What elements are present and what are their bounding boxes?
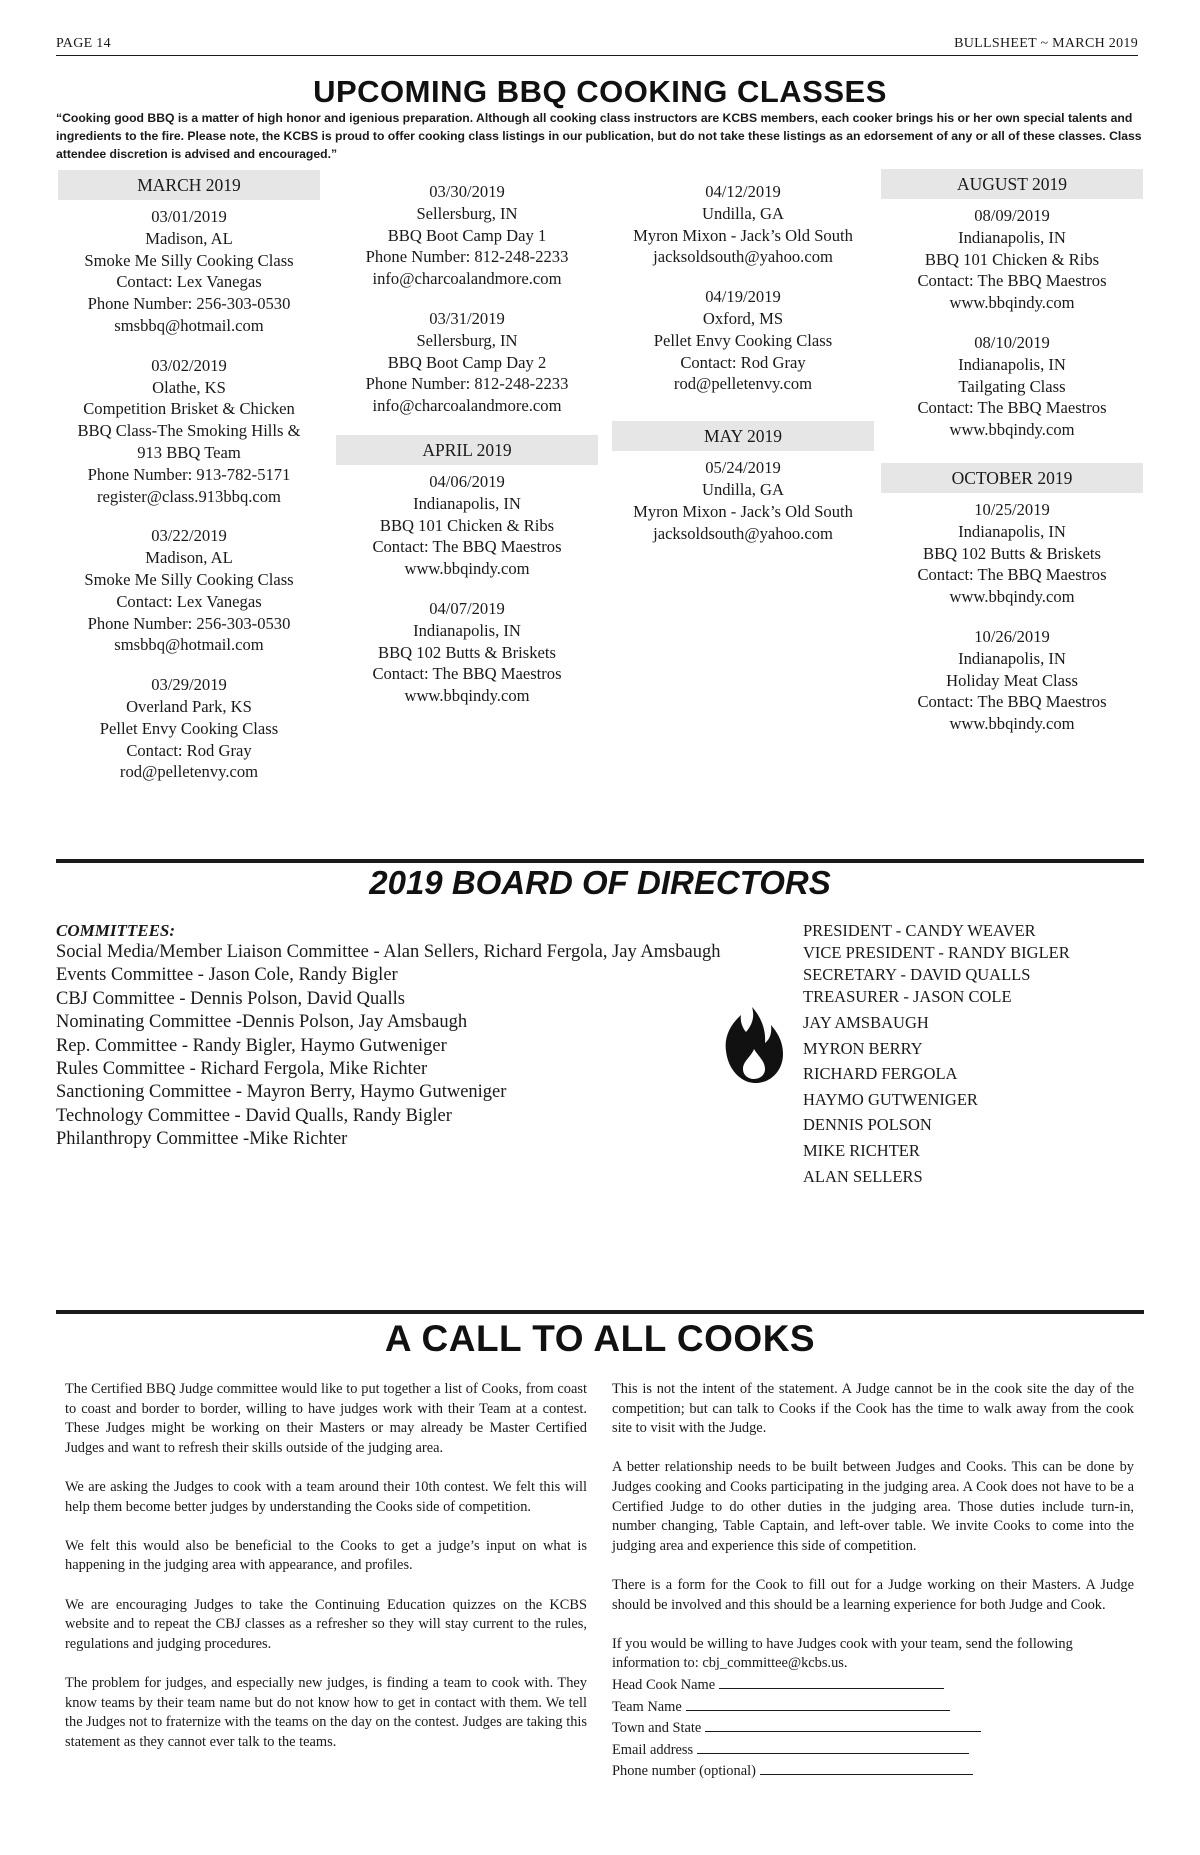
list-item: CBJ Committee - Dennis Polson, David Qualls bbox=[56, 988, 405, 1009]
class-detail: Phone Number: 256-303-0530 bbox=[87, 613, 291, 633]
class-entry bbox=[336, 308, 598, 417]
class-date: 10/25/2019 bbox=[974, 499, 1050, 519]
form-field-blank[interactable] bbox=[719, 1674, 944, 1689]
class-date: 03/30/2019 bbox=[429, 182, 505, 201]
class-list bbox=[58, 206, 320, 783]
class-list bbox=[336, 181, 598, 417]
class-detail: Phone Number: 812-248-2233 bbox=[365, 247, 569, 267]
class-detail: BBQ Class-The Smoking Hills & bbox=[77, 421, 301, 441]
class-date: 03/02/2019 bbox=[151, 355, 227, 375]
list-item: Philanthropy Committee -Mike Richter bbox=[56, 1129, 348, 1150]
board-members-list bbox=[803, 1010, 1070, 1189]
list-item: DENNIS POLSON bbox=[803, 1115, 932, 1135]
class-date: 05/24/2019 bbox=[705, 458, 781, 478]
form-field-label: Team Name bbox=[612, 1698, 682, 1715]
form-field-blank[interactable] bbox=[686, 1696, 950, 1711]
class-detail: Indianapolis, IN bbox=[958, 354, 1066, 374]
class-detail: Phone Number: 812-248-2233 bbox=[365, 374, 569, 394]
class-detail: BBQ 101 Chicken & Ribs bbox=[924, 249, 1100, 269]
month-heading-may: MAY 2019 bbox=[612, 421, 874, 451]
class-entry bbox=[58, 206, 320, 337]
class-detail: BBQ 101 Chicken & Ribs bbox=[379, 515, 555, 535]
class-detail: Pellet Envy Cooking Class bbox=[653, 330, 833, 350]
list-item: Social Media/Member Liaison Committee - Alan Sellers, Richard Fergola, Jay Amsbaugh bbox=[56, 942, 721, 962]
form-field-blank[interactable] bbox=[705, 1717, 981, 1732]
list-item: Rules Committee - Richard Fergola, Mike Richter bbox=[56, 1059, 428, 1080]
class-detail: BBQ Boot Camp Day 2 bbox=[387, 352, 547, 372]
class-detail: Tailgating Class bbox=[958, 376, 1066, 396]
class-detail: Sellersburg, IN bbox=[416, 203, 518, 223]
class-detail: Contact: The BBQ Maestros bbox=[917, 398, 1107, 418]
list-item: Sanctioning Committee - Mayron Berry, Haymo Gutweniger bbox=[56, 1082, 507, 1103]
class-detail: www.bbqindy.com bbox=[949, 420, 1075, 440]
class-date: 03/22/2019 bbox=[151, 526, 227, 546]
cooks-title: A CALL TO ALL COOKS bbox=[384, 1318, 816, 1359]
class-detail: Phone Number: 913-782-5171 bbox=[87, 464, 291, 484]
list-item: MIKE RICHTER bbox=[803, 1140, 920, 1160]
class-entry bbox=[58, 355, 320, 508]
class-entry bbox=[612, 286, 874, 395]
class-detail: Madison, AL bbox=[145, 228, 233, 248]
class-detail: Undilla, GA bbox=[701, 479, 785, 499]
class-detail: Contact: Lex Vanegas bbox=[116, 591, 262, 611]
class-detail: BBQ 102 Butts & Briskets bbox=[923, 543, 1101, 563]
class-detail: info@charcoalandmore.com bbox=[372, 396, 562, 416]
form-field-row bbox=[612, 1760, 1134, 1782]
send-info-line-1: If you would be willing to have Judges cook with your team, send the following bbox=[612, 1635, 1073, 1652]
class-detail: Competition Brisket & Chicken bbox=[83, 399, 295, 419]
class-date: 08/09/2019 bbox=[974, 206, 1050, 225]
list-item: Events Committee - Jason Cole, Randy Bigler bbox=[56, 965, 398, 986]
class-entry bbox=[881, 499, 1143, 608]
class-entry bbox=[612, 457, 874, 544]
class-detail: Olathe, KS bbox=[152, 377, 226, 397]
class-detail: BBQ Boot Camp Day 1 bbox=[387, 225, 547, 245]
class-detail: smsbbq@hotmail.com bbox=[114, 315, 264, 335]
class-detail: jacksoldsouth@yahoo.com bbox=[653, 523, 833, 543]
class-detail: www.bbqindy.com bbox=[949, 293, 1075, 313]
contact-form bbox=[612, 1674, 1134, 1782]
directors-list bbox=[803, 920, 1070, 1189]
class-date: 03/31/2019 bbox=[429, 308, 505, 328]
class-detail: Myron Mixon - Jack’s Old South bbox=[633, 225, 853, 245]
class-detail: Pellet Envy Cooking Class bbox=[99, 718, 279, 738]
class-detail: Sellersburg, IN bbox=[416, 330, 518, 350]
class-detail: Phone Number: 256-303-0530 bbox=[87, 294, 291, 314]
board-top-rule bbox=[56, 859, 1144, 863]
class-detail: Undilla, GA bbox=[701, 203, 785, 223]
class-detail: Contact: Rod Gray bbox=[680, 352, 806, 372]
class-list bbox=[612, 457, 874, 544]
class-date: 04/12/2019 bbox=[705, 182, 781, 201]
cooks-right-column bbox=[612, 1380, 1134, 1782]
class-list bbox=[612, 181, 874, 395]
list-item: ALAN SELLERS bbox=[803, 1166, 923, 1186]
class-detail: www.bbqindy.com bbox=[949, 587, 1075, 607]
class-detail: Contact: The BBQ Maestros bbox=[372, 537, 562, 557]
class-detail: rod@pelletenvy.com bbox=[673, 374, 813, 394]
committees-list bbox=[56, 941, 721, 1152]
officers-list bbox=[803, 920, 1070, 1008]
class-date: 03/01/2019 bbox=[151, 207, 227, 226]
cooks-left-column bbox=[65, 1380, 587, 1772]
classes-column-2 bbox=[336, 181, 598, 725]
paragraph: The Certified BBQ Judge committee would like to put together a list of Cooks, from coast to coast and border to border, willing to have judges work with their Team at a contest. These Judges might be working on their Masters or may already be Master Certified Judges and want to refresh their skills outside of the judging area. bbox=[65, 1381, 587, 1456]
classes-column-4 bbox=[881, 169, 1143, 753]
class-detail: BBQ 102 Butts & Briskets bbox=[378, 642, 556, 662]
paragraph: There is a form for the Cook to fill out for a Judge working on their Masters. A Judge should be involved and this should be a learning experience for both Judge and Cook. bbox=[612, 1576, 1134, 1613]
class-detail: Indianapolis, IN bbox=[413, 493, 521, 513]
cooks-right-paragraphs bbox=[612, 1380, 1134, 1615]
class-list bbox=[881, 205, 1143, 441]
class-detail: Indianapolis, IN bbox=[413, 620, 521, 640]
class-date: 03/29/2019 bbox=[151, 675, 227, 695]
list-item: SECRETARY - DAVID QUALLS bbox=[803, 965, 1031, 984]
list-item: VICE PRESIDENT - RANDY BIGLER bbox=[803, 943, 1070, 962]
class-entry bbox=[58, 525, 320, 656]
paragraph: We felt this would also be beneficial to the Cooks to get a judge’s input on what is happening in the judging area with appearance, and profiles. bbox=[65, 1537, 587, 1574]
class-detail: Contact: Rod Gray bbox=[126, 740, 252, 760]
list-item: HAYMO GUTWENIGER bbox=[803, 1089, 978, 1109]
class-date: 04/07/2019 bbox=[429, 598, 505, 618]
form-field-blank[interactable] bbox=[760, 1760, 973, 1775]
cooks-top-rule bbox=[56, 1310, 1144, 1314]
class-detail: www.bbqindy.com bbox=[404, 559, 530, 579]
class-detail: Indianapolis, IN bbox=[958, 648, 1066, 668]
cooking-classes-intro: “Cooking good BBQ is a matter of high honor and igenious preparation. Although all cooking class instructors are KCBS members, each cooker brings his or her own special talents and ingredients to the fire. Please note, the KCBS is proud to offer cooking class listings in our publication, but do not take these listings as an edorsement of any or all of these classes. Class attendee discretion is advised and encouraged.” bbox=[56, 111, 1142, 161]
list-item: MYRON BERRY bbox=[803, 1038, 923, 1058]
month-heading-march: MARCH 2019 bbox=[58, 170, 320, 200]
form-field-label: Town and State bbox=[612, 1720, 702, 1737]
class-detail: www.bbqindy.com bbox=[949, 714, 1075, 734]
form-field-row bbox=[612, 1674, 1134, 1696]
class-detail: Myron Mixon - Jack’s Old South bbox=[633, 501, 853, 521]
class-detail: rod@pelletenvy.com bbox=[119, 762, 259, 782]
cooking-classes-title: UPCOMING BBQ COOKING CLASSES bbox=[313, 74, 887, 109]
paragraph: We are asking the Judges to cook with a team around their 10th contest. We felt this will help them become better judges by understanding the Cooks side of competition. bbox=[65, 1478, 587, 1515]
issue-label: BULLSHEET ~ MARCH 2019 bbox=[954, 36, 1138, 51]
flame-icon bbox=[722, 1005, 786, 1085]
class-detail: www.bbqindy.com bbox=[404, 686, 530, 706]
form-field-label: Email address bbox=[612, 1741, 694, 1758]
form-field-label: Phone number (optional) bbox=[612, 1763, 756, 1780]
form-field-blank[interactable] bbox=[697, 1739, 969, 1754]
month-heading-april: APRIL 2019 bbox=[336, 435, 598, 465]
class-detail: register@class.913bbq.com bbox=[97, 486, 281, 506]
class-detail: Indianapolis, IN bbox=[958, 521, 1066, 541]
class-entry bbox=[336, 471, 598, 580]
paragraph: The problem for judges, and especially new judges, is finding a team to cook with. They know teams by their team name but do not know how to get in contact with them. We tell the Judges not to fraternize with the teams on the day on the contest. Judges are taking this statement as they cannot ever talk to the teams. bbox=[65, 1674, 587, 1750]
class-detail: Contact: The BBQ Maestros bbox=[917, 565, 1107, 585]
class-detail: Contact: The BBQ Maestros bbox=[917, 692, 1107, 712]
class-entry bbox=[336, 181, 598, 290]
list-item: Rep. Committee - Randy Bigler, Haymo Gutweniger bbox=[56, 1035, 447, 1056]
class-detail: Overland Park, KS bbox=[126, 696, 252, 716]
class-entry bbox=[612, 181, 874, 268]
form-field-row bbox=[612, 1696, 1134, 1718]
classes-column-3 bbox=[612, 181, 874, 562]
class-detail: Madison, AL bbox=[145, 548, 233, 568]
class-entry bbox=[881, 332, 1143, 441]
form-field-row bbox=[612, 1739, 1134, 1761]
class-detail: Contact: Lex Vanegas bbox=[116, 272, 262, 292]
form-field-label: Head Cook Name bbox=[612, 1676, 716, 1693]
list-item: Technology Committee - David Qualls, Randy Bigler bbox=[56, 1105, 452, 1126]
board-title: 2019 BOARD OF DIRECTORS bbox=[369, 864, 831, 901]
class-list bbox=[881, 499, 1143, 735]
class-entry bbox=[58, 674, 320, 783]
class-date: 08/10/2019 bbox=[974, 332, 1050, 352]
class-date: 10/26/2019 bbox=[974, 626, 1050, 646]
class-entry bbox=[881, 205, 1143, 314]
class-detail: Contact: The BBQ Maestros bbox=[372, 664, 562, 684]
class-list bbox=[336, 471, 598, 707]
class-detail: Smoke Me Silly Cooking Class bbox=[84, 250, 294, 270]
class-detail: info@charcoalandmore.com bbox=[372, 269, 562, 289]
page-number: PAGE 14 bbox=[56, 36, 111, 51]
class-detail: Oxford, MS bbox=[702, 308, 784, 328]
class-detail: smsbbq@hotmail.com bbox=[114, 635, 264, 655]
month-heading-august: AUGUST 2019 bbox=[881, 169, 1143, 199]
list-item: JAY AMSBAUGH bbox=[803, 1013, 929, 1032]
class-date: 04/06/2019 bbox=[429, 471, 505, 491]
paragraph: A better relationship needs to be built between Judges and Cooks. This can be done by Judges cooking and Cooks participating in the judging area. A Cook does not have to be a Certified Judge to do other duties in the judging area. Those duties include turn-in, number changing, Table Captain, and left-over table. We invite Cooks to come into the judging area and experience this side of competition. bbox=[612, 1459, 1134, 1554]
class-detail: jacksoldsouth@yahoo.com bbox=[653, 247, 833, 267]
class-detail: Smoke Me Silly Cooking Class bbox=[84, 569, 294, 589]
class-detail: Contact: The BBQ Maestros bbox=[917, 271, 1107, 291]
list-item: PRESIDENT - CANDY WEAVER bbox=[803, 921, 1036, 940]
month-heading-october: OCTOBER 2019 bbox=[881, 463, 1143, 493]
class-detail: Holiday Meat Class bbox=[946, 670, 1078, 690]
list-item: Nominating Committee -Dennis Polson, Jay Amsbaugh bbox=[56, 1012, 468, 1033]
form-field-row bbox=[612, 1717, 1134, 1739]
paragraph: This is not the intent of the statement. A Judge cannot be in the cook site the day of the competition; but can talk to Cooks if the Cook has the time to walk away from the cook site to visit with the Judge. bbox=[612, 1381, 1134, 1437]
list-item: RICHARD FERGOLA bbox=[803, 1064, 958, 1084]
paragraph: We are encouraging Judges to take the Continuing Education quizzes on the KCBS website and to repeat the CBJ classes as a refresher so they will stay current to the rules, regulations and judging procedures. bbox=[65, 1596, 587, 1652]
list-item: TREASURER - JASON COLE bbox=[803, 987, 1012, 1006]
class-detail: Indianapolis, IN bbox=[958, 227, 1066, 247]
class-entry bbox=[881, 626, 1143, 735]
class-detail: 913 BBQ Team bbox=[137, 442, 241, 462]
send-info-line-2: information to: cbj_committee@kcbs.us. bbox=[612, 1655, 848, 1672]
header-divider bbox=[56, 55, 1138, 56]
classes-column-1 bbox=[58, 170, 320, 801]
class-date: 04/19/2019 bbox=[705, 287, 781, 307]
class-entry bbox=[336, 598, 598, 707]
committees-heading: COMMITTEES: bbox=[56, 921, 176, 940]
